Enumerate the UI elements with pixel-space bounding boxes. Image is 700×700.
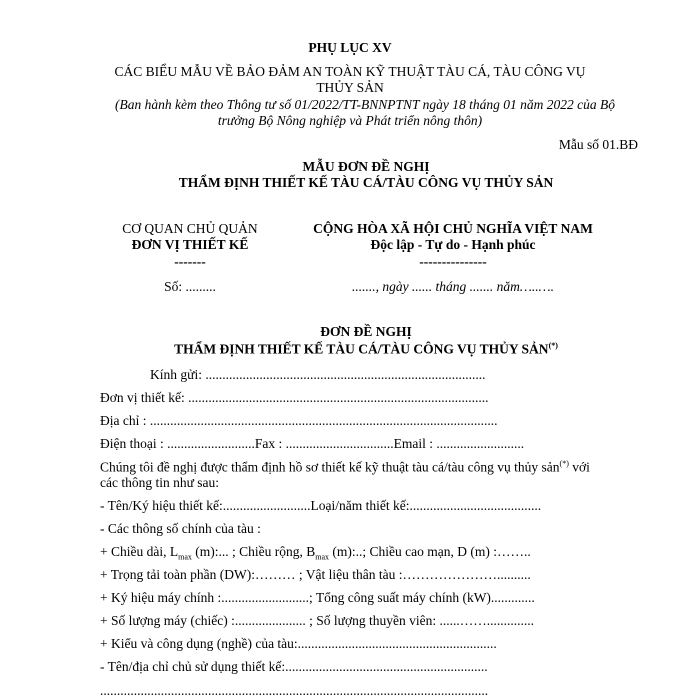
dimension-width-label: (m):... ; Chiều rộng, B: [191, 544, 316, 559]
intro-text-end: với: [568, 459, 590, 475]
field-design-owner[interactable]: - Tên/địa chỉ chủ sử dụng thiết kế:............................................................: [100, 659, 488, 674]
form-title-line1: MẪU ĐƠN ĐỀ NGHỊ: [302, 159, 430, 174]
field-dimensions[interactable]: [100, 544, 531, 562]
field-deadweight[interactable]: + Trọng tải toàn phần (DW):……… ; Vật liệu thân tàu :…………………..........: [100, 567, 531, 582]
governing-agency: CƠ QUAN CHỦ QUẢN: [122, 221, 258, 236]
nation-name: CỘNG HÒA XÃ HỘI CHỦ NGHĨA VIỆT NAM: [313, 221, 593, 236]
intro-footnote-mark: (*): [559, 459, 569, 468]
left-separator: -------: [174, 254, 206, 269]
design-unit-heading: ĐƠN VỊ THIẾT KẾ: [131, 237, 249, 252]
intro-paragraph-line1: [100, 459, 590, 476]
national-motto: Độc lập - Tự do - Hạnh phúc: [370, 237, 536, 252]
right-separator: ---------------: [419, 254, 487, 269]
field-design-name[interactable]: - Tên/Ký hiệu thiết kế:..........................Loại/năm thiết kế:.......................................: [100, 498, 542, 513]
intro-text: Chúng tôi đề nghị được thẩm định hồ sơ thiết kế kỹ thuật tàu cá/tàu công vụ thủy sản: [100, 459, 560, 475]
field-main-engine[interactable]: + Ký hiệu máy chính :..........................; Tổng công suất máy chính (kW).............: [100, 590, 535, 605]
appendix-subtitle-line2: THỦY SẢN: [316, 80, 384, 95]
appendix-title: PHỤ LỤC XV: [308, 40, 392, 55]
request-title-line1: ĐƠN ĐỀ NGHỊ: [320, 324, 412, 339]
field-recipient[interactable]: Kính gửi: ...................................................................................: [150, 367, 486, 382]
document-date: ......., ngày ...... tháng ....... năm…..….: [351, 279, 555, 294]
form-code: Mẫu số 01.BĐ: [558, 137, 638, 152]
issuance-note-line1: (Ban hành kèm theo Thông tư số 01/2022/TT-BNNPTNT ngày 18 tháng 01 năm 2022 của Bộ: [115, 97, 615, 112]
request-title-text: THẨM ĐỊNH THIẾT KẾ TÀU CÁ/TÀU CÔNG VỤ THỦY SẢN: [174, 341, 549, 357]
field-continuation[interactable]: ...................................................................................................................: [100, 683, 489, 698]
field-vessel-type[interactable]: + Kiểu và công dụng (nghề) của tàu:...........................................................: [100, 636, 497, 651]
field-engine-count[interactable]: + Số lượng máy (chiếc) :..................... ; Số lượng thuyền viên: ......……..............: [100, 613, 534, 628]
request-footnote-mark: (*): [548, 341, 558, 350]
document-number: Số: .........: [164, 279, 216, 294]
field-address[interactable]: Địa chỉ : .......................................................................................................: [100, 413, 498, 428]
main-specs-heading: - Các thông số chính của tàu :: [100, 521, 261, 536]
request-title-line2: [0, 341, 700, 358]
issuance-note-line2: trưởng Bộ Nông nghiệp và Phát triển nông thôn): [217, 113, 483, 128]
form-title-line2: THẨM ĐỊNH THIẾT KẾ TÀU CÁ/TÀU CÔNG VỤ THỦY SẢN: [178, 175, 554, 190]
length-subscript: max: [178, 552, 192, 562]
width-subscript: max: [315, 552, 330, 562]
dimension-depth-label: (m):..; Chiều cao mạn, D (m) :……..: [329, 544, 531, 559]
dimension-length-label: + Chiều dài, L: [100, 544, 179, 559]
intro-paragraph-line2: các thông tin như sau:: [100, 475, 220, 490]
field-design-unit[interactable]: Đơn vị thiết kế: .........................................................................................: [100, 390, 489, 405]
field-contact[interactable]: Điện thoại : ..........................Fax : ................................Email : ..........................: [100, 436, 525, 451]
appendix-subtitle-line1: CÁC BIỂU MẪU VỀ BẢO ĐẢM AN TOÀN KỸ THUẬT TÀU CÁ, TÀU CÔNG VỤ: [114, 64, 586, 79]
